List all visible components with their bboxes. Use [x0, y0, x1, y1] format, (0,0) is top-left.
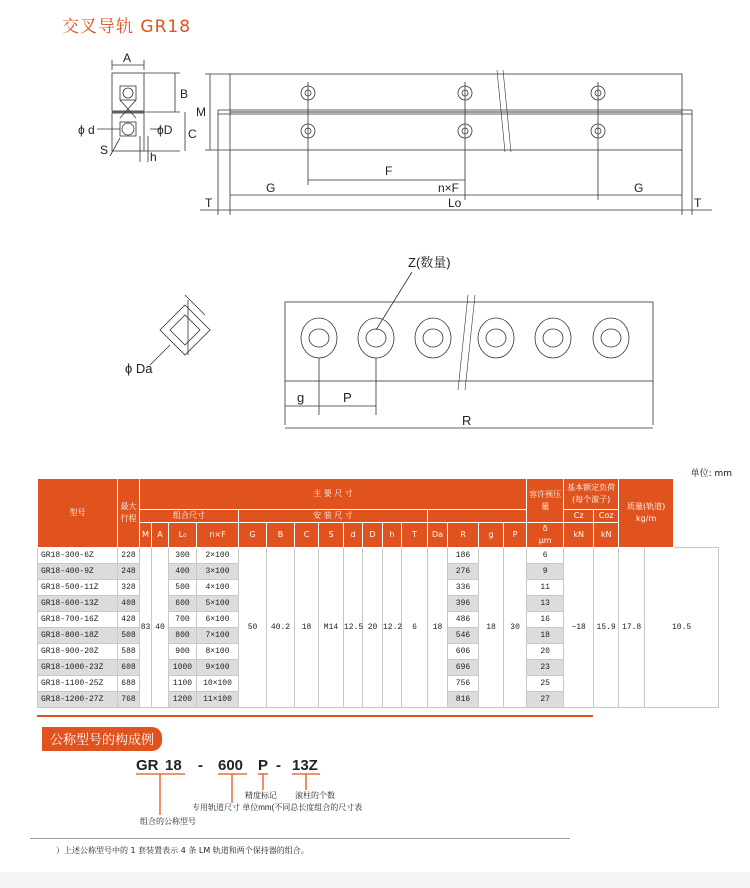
- header-rated-load: 基本额定负荷(每个滚子): [564, 479, 619, 510]
- label-rail-size: 专用轨道尺寸 单位mm(不同总长度组合的尺寸表: [192, 803, 363, 812]
- label-B: B: [180, 87, 189, 101]
- cell-Z: 20: [527, 644, 564, 660]
- cell-Z: 13: [527, 596, 564, 612]
- cage-drawing: [285, 272, 653, 428]
- cell-L0: 600: [169, 596, 197, 612]
- cell-M: 83: [140, 548, 152, 708]
- col-M: M: [140, 523, 152, 548]
- cell-d: 12.5: [344, 548, 363, 708]
- header-preload: 容许预压量: [527, 479, 564, 523]
- header-install: 安 装 尺 寸: [239, 510, 428, 523]
- cell-model: GR18-900-20Z: [38, 644, 118, 660]
- label-L0: Lo: [448, 196, 462, 210]
- cell-nF: 11×100: [197, 692, 239, 708]
- footnote-divider: [30, 838, 570, 839]
- naming-section-tag: 公称型号的构成例: [42, 727, 162, 751]
- cell-R: 546: [448, 628, 479, 644]
- label-combo-model: 组合的公称型号: [140, 817, 196, 826]
- code-dash1: -: [198, 757, 203, 774]
- cell-nF: 5×100: [197, 596, 239, 612]
- cell-Da: 18: [428, 548, 448, 708]
- cell-R: 816: [448, 692, 479, 708]
- technical-drawings: [0, 40, 750, 450]
- col-T: T: [402, 523, 428, 548]
- col-D: D: [363, 523, 383, 548]
- label-phi-d: ϕ d: [78, 123, 95, 137]
- footnote: ）上述公称型号中的 1 套装置表示 4 条 LM 轨道和两个保持器的组合。: [56, 846, 309, 855]
- label-phi-Da: ϕ Da: [125, 361, 153, 376]
- label-C: C: [188, 127, 197, 141]
- col-G: G: [239, 523, 267, 548]
- cell-T: 6: [402, 548, 428, 708]
- header-stroke: 最大行程: [118, 479, 140, 548]
- cell-Cz: 15.9: [594, 548, 619, 708]
- cell-model: GR18-400-9Z: [38, 564, 118, 580]
- col-P: P: [504, 523, 527, 548]
- cell-L0: 1000: [169, 660, 197, 676]
- label-G-left: G: [266, 181, 276, 195]
- cell-nF: 2×100: [197, 548, 239, 564]
- cell-B: 40.2: [267, 548, 295, 708]
- code-18: 18: [165, 757, 182, 774]
- cell-L0: 700: [169, 612, 197, 628]
- cell-L0: 300: [169, 548, 197, 564]
- col-cz-unit: kN: [564, 523, 594, 548]
- naming-diagram: [0, 740, 750, 840]
- cell-Z: 18: [527, 628, 564, 644]
- cell-model: GR18-1000-23Z: [38, 660, 118, 676]
- col-L0: L₀: [169, 523, 197, 548]
- header-main-dims: 主 要 尺 寸: [140, 479, 527, 510]
- label-roller-count: 滚柱的个数: [295, 791, 335, 800]
- cell-stroke: 588: [118, 644, 140, 660]
- label-F: F: [385, 164, 393, 178]
- cell-D: 20: [363, 548, 383, 708]
- cell-nF: 10×100: [197, 676, 239, 692]
- code-p: P: [258, 757, 269, 774]
- cell-nF: 6×100: [197, 612, 239, 628]
- cell-R: 336: [448, 580, 479, 596]
- header-spacer: [428, 510, 527, 523]
- col-R: R: [448, 523, 479, 548]
- cell-h: 12.2: [383, 548, 402, 708]
- col-coz-unit: kN: [594, 523, 619, 548]
- bottom-band: [0, 872, 750, 888]
- col-h: h: [383, 523, 402, 548]
- cell-model: GR18-600-13Z: [38, 596, 118, 612]
- cell-Z: 23: [527, 660, 564, 676]
- header-coz: Coz: [594, 510, 619, 523]
- cell-R: 696: [448, 660, 479, 676]
- header-mass-label: 质量(轨道): [627, 502, 666, 511]
- cell-Z: 16: [527, 612, 564, 628]
- cell-mass: 10.5: [645, 548, 719, 708]
- section-divider: [37, 715, 593, 717]
- cell-stroke: 688: [118, 676, 140, 692]
- cell-G: 50: [239, 548, 267, 708]
- cell-model: GR18-700-16Z: [38, 612, 118, 628]
- cell-model: GR18-1100-25Z: [38, 676, 118, 692]
- label-Z: Z(数量): [408, 255, 451, 270]
- cell-L0: 500: [169, 580, 197, 596]
- col-B: B: [267, 523, 295, 548]
- cell-nF: 9×100: [197, 660, 239, 676]
- label-precision: 精度标记: [245, 791, 277, 800]
- header-combo: 组合尺寸: [140, 510, 239, 523]
- cell-g: 18: [479, 548, 504, 708]
- header-cz: Cz: [564, 510, 594, 523]
- cell-Z: 9: [527, 564, 564, 580]
- unit-label: 单位: mm: [690, 469, 732, 479]
- label-T-right: T: [694, 196, 702, 210]
- cell-R: 276: [448, 564, 479, 580]
- label-h: h: [150, 150, 157, 164]
- label-A: A: [123, 51, 132, 65]
- cross-section-drawing: [97, 60, 185, 162]
- cell-nF: 3×100: [197, 564, 239, 580]
- header-mass-unit: kg/m: [636, 514, 657, 523]
- col-g: g: [479, 523, 504, 548]
- code-gr: GR: [136, 757, 159, 774]
- cell-model: GR18-1200-27Z: [38, 692, 118, 708]
- header-mass: [619, 479, 674, 548]
- cell-stroke: 408: [118, 596, 140, 612]
- cell-S: M14: [319, 548, 344, 708]
- cell-R: 606: [448, 644, 479, 660]
- code-dash2: -: [276, 757, 281, 774]
- col-C: C: [295, 523, 319, 548]
- cell-L0: 1100: [169, 676, 197, 692]
- table-row: [38, 548, 719, 564]
- cell-stroke: 428: [118, 612, 140, 628]
- col-nF: n×F: [197, 523, 239, 548]
- cell-stroke: 508: [118, 628, 140, 644]
- cell-stroke: 608: [118, 660, 140, 676]
- cell-model: GR18-500-11Z: [38, 580, 118, 596]
- code-13z: 13Z: [292, 757, 318, 774]
- cell-nF: 4×100: [197, 580, 239, 596]
- cell-stroke: 248: [118, 564, 140, 580]
- cell-Z: 11: [527, 580, 564, 596]
- col-A: A: [152, 523, 169, 548]
- cell-L0: 400: [169, 564, 197, 580]
- label-M: M: [196, 105, 206, 119]
- col-delta-unit: μm: [538, 536, 552, 545]
- cell-Coz: 17.8: [619, 548, 645, 708]
- header-model: 型号: [38, 479, 118, 548]
- label-phi-D: ϕD: [157, 123, 173, 137]
- label-G-right: G: [634, 181, 644, 195]
- label-nxF: n×F: [438, 181, 460, 195]
- cell-R: 756: [448, 676, 479, 692]
- page-title: 交叉导轨 GR18: [62, 17, 192, 37]
- cell-stroke: 328: [118, 580, 140, 596]
- label-T-left: T: [205, 196, 213, 210]
- cell-P: 30: [504, 548, 527, 708]
- cell-L0: 800: [169, 628, 197, 644]
- col-d: d: [344, 523, 363, 548]
- cell-R: 396: [448, 596, 479, 612]
- col-Da: Da: [428, 523, 448, 548]
- cell-L0: 1200: [169, 692, 197, 708]
- cell-A: 40: [152, 548, 169, 708]
- cell-nF: 8×100: [197, 644, 239, 660]
- label-g: g: [297, 390, 305, 405]
- cell-model: GR18-300-6Z: [38, 548, 118, 564]
- label-R: R: [462, 413, 472, 428]
- cell-stroke: 228: [118, 548, 140, 564]
- roller-detail-drawing: [150, 295, 210, 365]
- label-S: S: [100, 143, 109, 157]
- cell-L0: 900: [169, 644, 197, 660]
- cell-Z: 25: [527, 676, 564, 692]
- code-600: 600: [218, 757, 244, 774]
- col-S: S: [319, 523, 344, 548]
- label-P: P: [343, 390, 352, 405]
- cell-model: GR18-800-18Z: [38, 628, 118, 644]
- col-delta: [527, 523, 564, 548]
- spec-table-body: [38, 548, 719, 708]
- col-delta-sym: δ: [542, 524, 548, 533]
- cell-Z: 6: [527, 548, 564, 564]
- cell-C: 18: [295, 548, 319, 708]
- cell-Z: 27: [527, 692, 564, 708]
- cell-stroke: 768: [118, 692, 140, 708]
- cell-R: 486: [448, 612, 479, 628]
- spec-table: [37, 478, 719, 708]
- cell-nF: 7×100: [197, 628, 239, 644]
- cell-delta: −18: [564, 548, 594, 708]
- cell-R: 186: [448, 548, 479, 564]
